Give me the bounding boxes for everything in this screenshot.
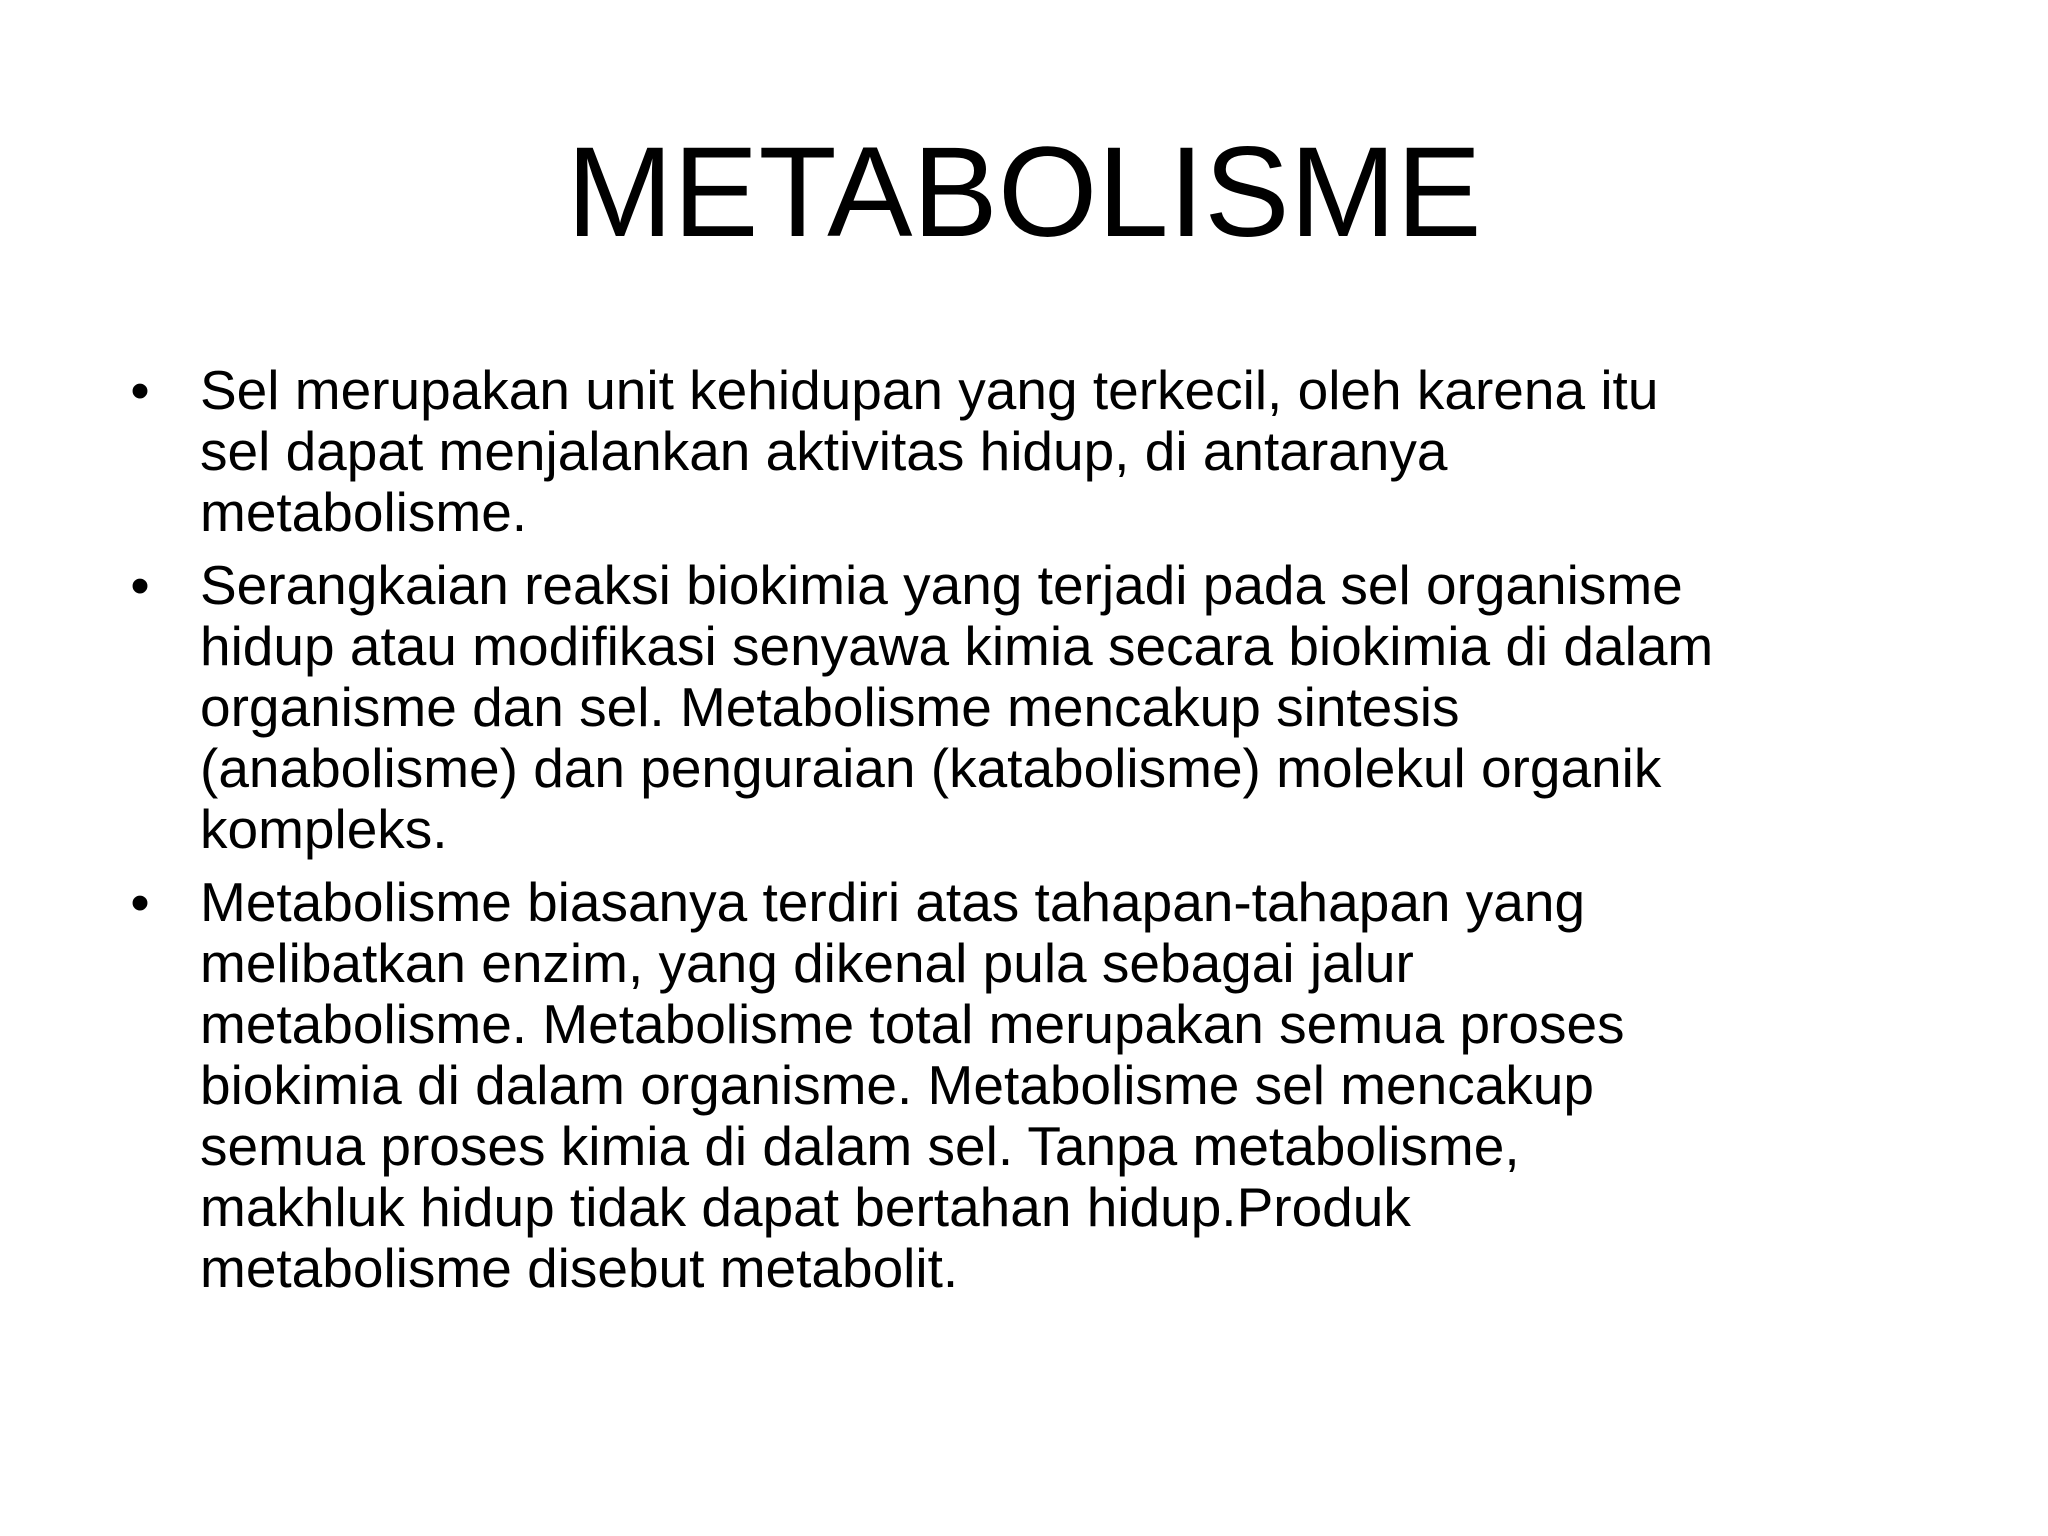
slide-title: METABOLISME: [566, 121, 1482, 264]
bullet-line: metabolisme. Metabolisme total merupakan semua proses: [200, 993, 1625, 1055]
bullet-item-1: [120, 360, 1960, 543]
bullet-line: metabolisme.: [200, 481, 528, 543]
bullet-icon: •: [130, 359, 150, 421]
bullet-item-2: [120, 555, 1960, 860]
bullet-icon: •: [130, 871, 150, 933]
bullet-line: semua proses kimia di dalam sel. Tanpa metabolisme,: [200, 1115, 1520, 1177]
bullet-icon: •: [130, 554, 150, 616]
bullet-line: metabolisme disebut metabolit.: [200, 1237, 959, 1299]
bullet-line: Metabolisme biasanya terdiri atas tahapan-tahapan yang: [200, 871, 1586, 933]
bullet-line: sel dapat menjalankan aktivitas hidup, di antaranya: [200, 420, 1448, 482]
bullet-line: hidup atau modifikasi senyawa kimia secara biokimia di dalam: [200, 615, 1714, 677]
bullet-item-3: [120, 872, 1960, 1299]
bullet-line: Sel merupakan unit kehidupan yang terkecil, oleh karena itu: [200, 359, 1659, 421]
bullet-list: [120, 360, 1960, 1311]
bullet-line: biokimia di dalam organisme. Metabolisme sel mencakup: [200, 1054, 1594, 1116]
bullet-line: (anabolisme) dan penguraian (katabolisme) molekul organik: [200, 737, 1662, 799]
bullet-line: organisme dan sel. Metabolisme mencakup sintesis: [200, 676, 1460, 738]
bullet-line: Serangkaian reaksi biokimia yang terjadi pada sel organisme: [200, 554, 1683, 616]
bullet-line: melibatkan enzim, yang dikenal pula sebagai jalur: [200, 932, 1414, 994]
bullet-line: makhluk hidup tidak dapat bertahan hidup.Produk: [200, 1176, 1411, 1238]
bullet-line: kompleks.: [200, 798, 448, 860]
